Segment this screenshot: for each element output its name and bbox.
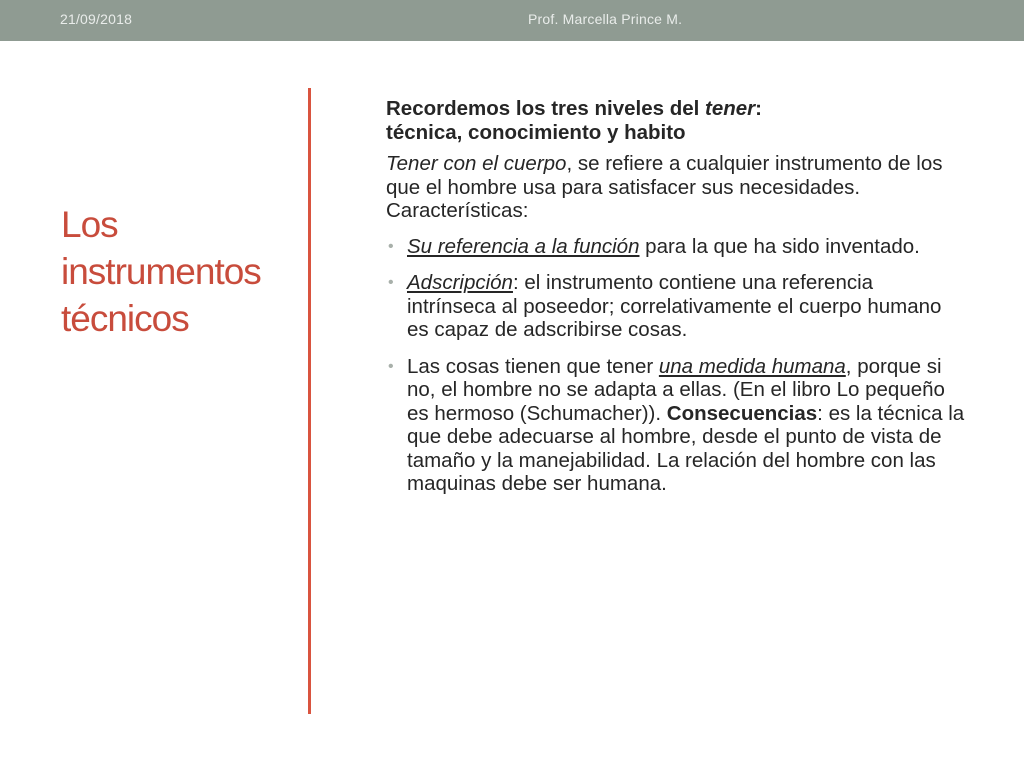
bullet-emphasis: Su referencia a la función — [407, 234, 640, 258]
slide-date: 21/09/2018 — [60, 11, 133, 27]
bullet-item — [386, 235, 966, 259]
title-line: técnicos — [61, 298, 189, 339]
heading-colon: : — [755, 97, 762, 120]
slide-content — [386, 97, 966, 509]
content-heading — [386, 97, 966, 144]
intro-text: , se refiere a cualquier instrumento de los que el hombre usa para satisfacer sus necesidades. Características: — [386, 152, 943, 222]
bullet-dot: • — [388, 274, 394, 291]
bullet-item — [386, 271, 966, 342]
bullet-text: : el instrumento contiene una referencia intrínseca al poseedor; correlativamente el cuerpo humano es capaz de adscribirse cosas. — [407, 271, 942, 341]
bullet-emphasis: Adscripción — [407, 271, 513, 294]
heading-emphasis: tener — [705, 97, 756, 120]
slide-author: Prof. Marcella Prince M. — [528, 11, 683, 27]
intro-emphasis: Tener con el cuerpo — [386, 152, 567, 175]
bullet-dot: • — [388, 237, 394, 255]
bullet-text: : es la técnica la que debe adecuarse al hombre, desde el punto de vista de tamaño y la manejabilidad. La relación del hombre con las maquinas debe ser humana. — [407, 401, 965, 495]
title-line: instrumentos — [61, 251, 261, 292]
bullet-dot: • — [388, 357, 394, 375]
bullet-item — [386, 355, 966, 496]
bullet-text-mid: , porque si no, el hombre no se adapta a ellas. (En el libro Lo pequeño es hermoso (Schumacher)). — [407, 354, 945, 425]
title-line: Los — [61, 204, 118, 245]
bullet-text-pre: Las cosas tienen que tener — [407, 354, 659, 378]
heading-text: Recordemos los tres niveles del — [386, 97, 706, 120]
vertical-divider — [308, 88, 311, 714]
bullet-text: para la que ha sido inventado. — [639, 234, 920, 258]
bullet-list — [386, 235, 966, 496]
intro-paragraph — [386, 152, 966, 223]
slide-title — [61, 201, 301, 342]
bullet-bold: Consecuencias — [666, 401, 818, 425]
bullet-emphasis: una medida humana — [658, 354, 846, 378]
heading-line2: técnica, conocimiento y habito — [386, 120, 686, 144]
header-bar — [0, 0, 1024, 41]
